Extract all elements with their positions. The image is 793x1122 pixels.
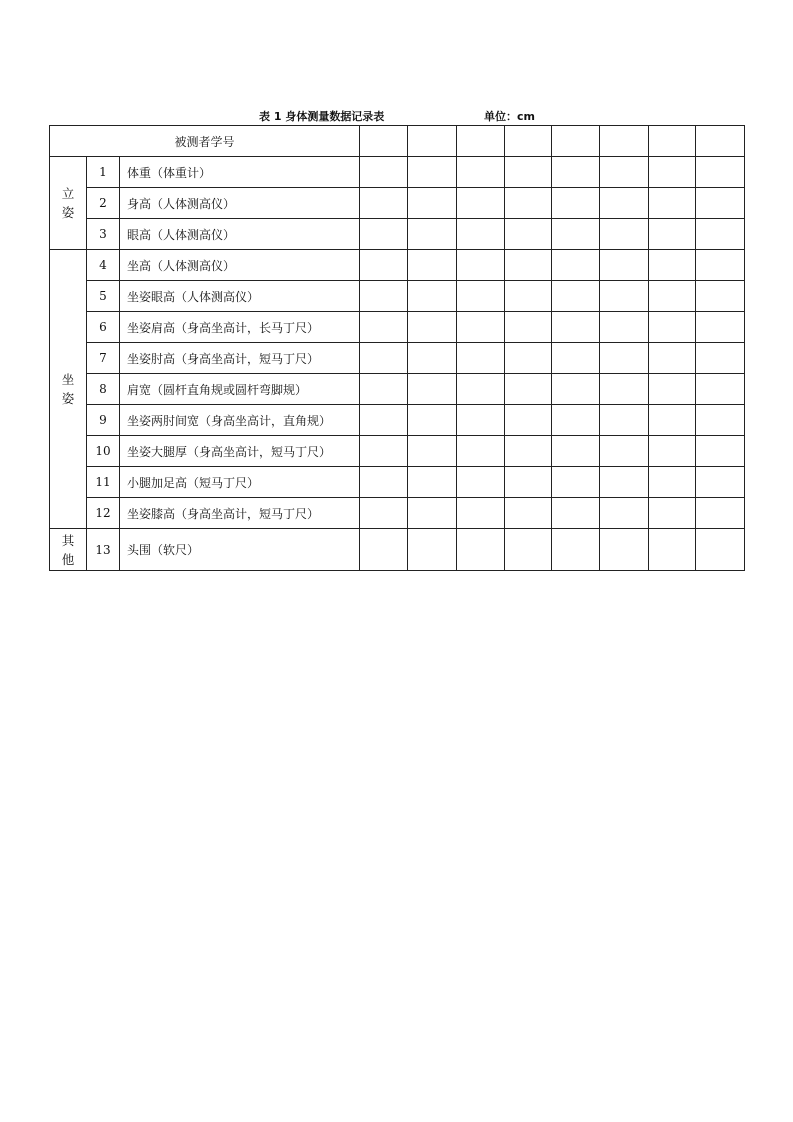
measurement-value-cell[interactable]: [600, 374, 649, 405]
measurement-value-cell[interactable]: [408, 219, 457, 250]
measurement-value-cell[interactable]: [505, 374, 552, 405]
row-number-cell: 11: [87, 467, 120, 498]
table-row: [50, 374, 745, 405]
measurement-value-cell[interactable]: [505, 250, 552, 281]
measurement-value-cell[interactable]: [649, 529, 696, 571]
measurement-value-cell[interactable]: [408, 343, 457, 374]
measurement-value-cell[interactable]: [649, 405, 696, 436]
measurement-value-cell[interactable]: [457, 529, 505, 571]
table-row: [50, 219, 745, 250]
measurement-item-cell: 坐高（人体测高仪）: [120, 250, 360, 281]
measurement-value-cell[interactable]: [696, 157, 745, 188]
measurement-value-cell[interactable]: [600, 281, 649, 312]
measurement-value-cell[interactable]: [408, 250, 457, 281]
student-id-input-cell[interactable]: [408, 126, 457, 157]
measurement-value-cell[interactable]: [552, 467, 600, 498]
measurement-value-cell[interactable]: [600, 436, 649, 467]
measurement-item-cell: 小腿加足高（短马丁尺）: [120, 467, 360, 498]
measurement-value-cell[interactable]: [552, 529, 600, 571]
measurement-item-cell: 坐姿肘高（身高坐高计，短马丁尺）: [120, 343, 360, 374]
measurement-value-cell[interactable]: [360, 157, 408, 188]
measurement-value-cell[interactable]: [552, 250, 600, 281]
student-id-input-cell[interactable]: [600, 126, 649, 157]
measurement-value-cell[interactable]: [457, 250, 505, 281]
measurement-value-cell[interactable]: [505, 467, 552, 498]
measurement-value-cell[interactable]: [600, 219, 649, 250]
measurement-value-cell[interactable]: [457, 405, 505, 436]
row-number-cell: 7: [87, 343, 120, 374]
row-number-cell: 3: [87, 219, 120, 250]
measurement-value-cell[interactable]: [360, 343, 408, 374]
measurement-value-cell[interactable]: [360, 436, 408, 467]
measurement-value-cell[interactable]: [360, 219, 408, 250]
measurement-value-cell[interactable]: [600, 250, 649, 281]
student-id-input-cell[interactable]: [649, 126, 696, 157]
measurement-value-cell[interactable]: [408, 281, 457, 312]
measurement-value-cell[interactable]: [457, 281, 505, 312]
row-number-cell: 5: [87, 281, 120, 312]
measurement-value-cell[interactable]: [505, 188, 552, 219]
measurement-item-cell: 坐姿大腿厚（身高坐高计，短马丁尺）: [120, 436, 360, 467]
table-row: [50, 498, 745, 529]
student-id-input-cell[interactable]: [457, 126, 505, 157]
measurement-value-cell[interactable]: [552, 312, 600, 343]
measurement-value-cell[interactable]: [552, 188, 600, 219]
header-label-cell: 被测者学号: [50, 126, 360, 157]
measurement-value-cell[interactable]: [696, 281, 745, 312]
measurement-value-cell[interactable]: [600, 529, 649, 571]
student-id-input-cell[interactable]: [696, 126, 745, 157]
table-title: 表 1 身体测量数据记录表: [259, 110, 385, 123]
measurement-value-cell[interactable]: [505, 498, 552, 529]
measurement-value-cell[interactable]: [649, 467, 696, 498]
measurement-value-cell[interactable]: [408, 436, 457, 467]
measurement-value-cell[interactable]: [552, 436, 600, 467]
measurement-item-cell: 身高（人体测高仪）: [120, 188, 360, 219]
row-number-cell: 8: [87, 374, 120, 405]
measurement-value-cell[interactable]: [600, 467, 649, 498]
measurement-value-cell[interactable]: [649, 343, 696, 374]
measurement-value-cell[interactable]: [408, 312, 457, 343]
measurement-value-cell[interactable]: [505, 529, 552, 571]
table-row: [50, 312, 745, 343]
measurement-table: [49, 125, 745, 571]
measurement-value-cell[interactable]: [408, 498, 457, 529]
student-id-input-cell[interactable]: [360, 126, 408, 157]
table-row: [50, 405, 745, 436]
measurement-value-cell[interactable]: [696, 343, 745, 374]
measurement-value-cell[interactable]: [552, 157, 600, 188]
measurement-value-cell[interactable]: [408, 374, 457, 405]
table-caption: [0, 106, 793, 124]
measurement-value-cell[interactable]: [696, 188, 745, 219]
category-cell: 其 他: [50, 529, 87, 571]
measurement-value-cell[interactable]: [360, 250, 408, 281]
measurement-value-cell[interactable]: [600, 405, 649, 436]
measurement-value-cell[interactable]: [505, 343, 552, 374]
row-number-cell: 10: [87, 436, 120, 467]
measurement-item-cell: 坐姿肩高（身高坐高计，长马丁尺）: [120, 312, 360, 343]
measurement-value-cell[interactable]: [360, 529, 408, 571]
measurement-item-cell: 坐姿两肘间宽（身高坐高计，直角规）: [120, 405, 360, 436]
measurement-item-cell: 肩宽（圆杆直角规或圆杆弯脚规）: [120, 374, 360, 405]
table-row: [50, 281, 745, 312]
row-number-cell: 6: [87, 312, 120, 343]
row-number-cell: 4: [87, 250, 120, 281]
measurement-value-cell[interactable]: [505, 281, 552, 312]
measurement-value-cell[interactable]: [649, 498, 696, 529]
measurement-value-cell[interactable]: [600, 312, 649, 343]
measurement-value-cell[interactable]: [649, 436, 696, 467]
measurement-value-cell[interactable]: [696, 498, 745, 529]
measurement-value-cell[interactable]: [649, 312, 696, 343]
measurement-value-cell[interactable]: [552, 281, 600, 312]
measurement-value-cell[interactable]: [552, 374, 600, 405]
student-id-input-cell[interactable]: [505, 126, 552, 157]
row-number-cell: 12: [87, 498, 120, 529]
table-row: [50, 529, 745, 571]
measurement-value-cell[interactable]: [505, 312, 552, 343]
measurement-value-cell[interactable]: [552, 498, 600, 529]
measurement-value-cell[interactable]: [408, 188, 457, 219]
measurement-item-cell: 眼高（人体测高仪）: [120, 219, 360, 250]
row-number-cell: 13: [87, 529, 120, 571]
measurement-value-cell[interactable]: [457, 498, 505, 529]
measurement-value-cell[interactable]: [649, 374, 696, 405]
table-row: [50, 436, 745, 467]
measurement-value-cell[interactable]: [696, 436, 745, 467]
measurement-value-cell[interactable]: [649, 157, 696, 188]
measurement-item-cell: 头围（软尺）: [120, 529, 360, 571]
measurement-value-cell[interactable]: [696, 529, 745, 571]
measurement-value-cell[interactable]: [696, 405, 745, 436]
measurement-value-cell[interactable]: [505, 405, 552, 436]
measurement-item-cell: 体重（体重计）: [120, 157, 360, 188]
measurement-value-cell[interactable]: [457, 219, 505, 250]
unit-label: 单位：cm: [484, 110, 535, 123]
measurement-value-cell[interactable]: [696, 467, 745, 498]
measurement-value-cell[interactable]: [360, 281, 408, 312]
category-cell: 坐 姿: [50, 250, 87, 529]
table-body: [50, 126, 745, 571]
measurement-value-cell[interactable]: [360, 312, 408, 343]
measurement-value-cell[interactable]: [600, 343, 649, 374]
measurement-value-cell[interactable]: [408, 529, 457, 571]
table-row: [50, 157, 745, 188]
measurement-value-cell[interactable]: [360, 498, 408, 529]
measurement-value-cell[interactable]: [600, 157, 649, 188]
measurement-value-cell[interactable]: [457, 312, 505, 343]
measurement-value-cell[interactable]: [649, 250, 696, 281]
measurement-value-cell[interactable]: [649, 188, 696, 219]
table-row: [50, 343, 745, 374]
measurement-value-cell[interactable]: [505, 157, 552, 188]
measurement-value-cell[interactable]: [360, 188, 408, 219]
measurement-value-cell[interactable]: [408, 157, 457, 188]
measurement-item-cell: 坐姿膝高（身高坐高计，短马丁尺）: [120, 498, 360, 529]
measurement-value-cell[interactable]: [360, 467, 408, 498]
measurement-value-cell[interactable]: [457, 374, 505, 405]
row-number-cell: 9: [87, 405, 120, 436]
measurement-value-cell[interactable]: [457, 343, 505, 374]
measurement-value-cell[interactable]: [360, 374, 408, 405]
measurement-value-cell[interactable]: [552, 219, 600, 250]
measurement-value-cell[interactable]: [408, 405, 457, 436]
category-cell: 立 姿: [50, 157, 87, 250]
measurement-value-cell[interactable]: [649, 219, 696, 250]
measurement-value-cell[interactable]: [696, 312, 745, 343]
row-number-cell: 2: [87, 188, 120, 219]
measurement-value-cell[interactable]: [600, 188, 649, 219]
measurement-value-cell[interactable]: [505, 436, 552, 467]
measurement-item-cell: 坐姿眼高（人体测高仪）: [120, 281, 360, 312]
table-row: [50, 250, 745, 281]
measurement-value-cell[interactable]: [408, 467, 457, 498]
measurement-value-cell[interactable]: [600, 498, 649, 529]
measurement-value-cell[interactable]: [457, 436, 505, 467]
measurement-value-cell[interactable]: [360, 405, 408, 436]
table-row: [50, 188, 745, 219]
row-number-cell: 1: [87, 157, 120, 188]
header-row: [50, 126, 745, 157]
measurement-value-cell[interactable]: [696, 374, 745, 405]
measurement-value-cell[interactable]: [457, 467, 505, 498]
measurement-value-cell[interactable]: [696, 250, 745, 281]
measurement-value-cell[interactable]: [696, 219, 745, 250]
measurement-value-cell[interactable]: [552, 343, 600, 374]
table-row: [50, 467, 745, 498]
measurement-value-cell[interactable]: [457, 157, 505, 188]
measurement-value-cell[interactable]: [552, 405, 600, 436]
student-id-input-cell[interactable]: [552, 126, 600, 157]
measurement-value-cell[interactable]: [505, 219, 552, 250]
measurement-value-cell[interactable]: [649, 281, 696, 312]
measurement-value-cell[interactable]: [457, 188, 505, 219]
